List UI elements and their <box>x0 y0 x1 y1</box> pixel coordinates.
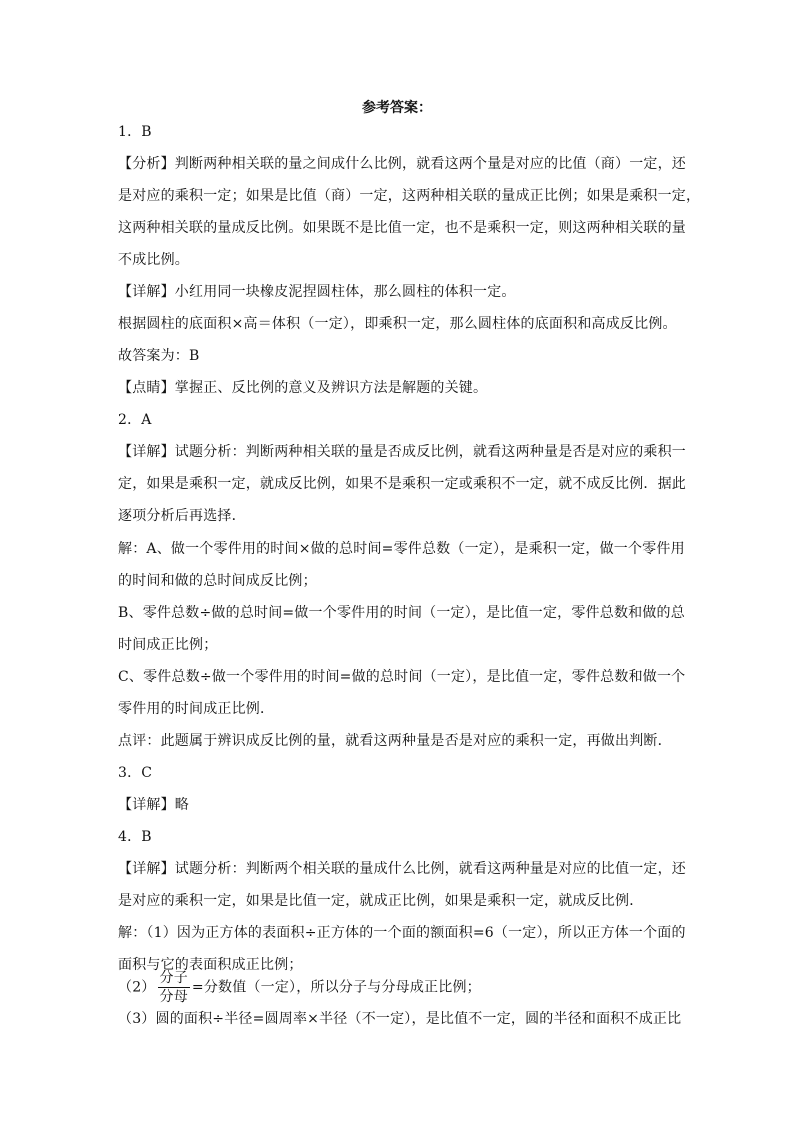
q4-item-2-prefix: （2） <box>118 979 156 996</box>
fraction <box>158 970 190 1005</box>
q4-item-2 <box>118 970 678 1005</box>
q1-analysis-line-3: 这两种相关联的量成反比例。如果既不是比值一定，也不是乘积一定，则这两种相关联的量 <box>118 220 686 236</box>
q1-analysis-line-2: 是对应的乘积一定；如果是比值（商）一定，这两种相关联的量成正比例；如果是乘积一定， <box>118 188 701 204</box>
q3-detail: 【详解】略 <box>118 797 189 813</box>
q2-solution-line-3: B、零件总数÷做的总时间=做一个零件用的时间（一定），是比值一定，零件总数和做的总 <box>118 605 685 621</box>
q1-detail-line-2: 根据圆柱的底面积×高＝体积（一定），即乘积一定，那么圆柱体的底面积和高成反比例。 <box>118 316 677 332</box>
q2-detail-line-1: 【详解】试题分析：判断两种相关联的量是否成反比例，就看这两种量是否是对应的乘积一 <box>118 444 686 460</box>
q1-detail-line-3: 故答案为：B <box>118 348 200 364</box>
q2-answer: 2．A <box>118 412 152 428</box>
fraction-bar <box>158 987 190 988</box>
fraction-numerator: 分子 <box>159 970 188 986</box>
q2-solution-line-5: C、零件总数÷做一个零件用的时间=做的总时间（一定），是比值一定，零件总数和做一个 <box>118 669 686 685</box>
q2-comment: 点评：此题属于辨识成反比例的量，就看这两种量是否是对应的乘积一定，再做出判断． <box>118 733 672 749</box>
q4-detail-line-2: 是对应的乘积一定，如果是比值一定，就成正比例，如果是乘积一定，就成反比例． <box>118 893 644 909</box>
q1-analysis-line-1: 【分析】判断两种相关联的量之间成什么比例，就看这两个量是对应的比值（商）一定，还 <box>118 156 686 172</box>
q4-solution-line-1: 解：（1）因为正方体的表面积÷正方体的一个面的额面积=6（一定），所以正方体一个面的 <box>118 925 686 941</box>
q2-solution-line-4: 时间成正比例； <box>118 637 218 653</box>
q1-comment: 【点睛】掌握正、反比例的意义及辨识方法是解题的关键。 <box>118 380 488 396</box>
q1-analysis-line-4: 不成比例。 <box>118 252 189 268</box>
q4-answer: 4．B <box>118 829 152 845</box>
q2-detail-line-3: 逐项分析后再选择． <box>118 508 246 524</box>
q2-solution-line-2: 的时间和做的总时间成反比例； <box>118 573 317 589</box>
q1-detail-line-1: 【详解】小红用同一块橡皮泥捏圆柱体，那么圆柱的体积一定。 <box>118 284 516 300</box>
q2-solution-line-1: 解：A、做一个零件用的时间×做的总时间=零件总数（一定），是乘积一定，做一个零件用 <box>118 541 685 557</box>
q3-answer: 3．C <box>118 765 153 781</box>
page-title: 参考答案： <box>362 100 432 116</box>
q4-solution-line-2: 面积与它的表面积成正比例； <box>118 957 303 973</box>
q4-item-3: （3）圆的面积÷半径=圆周率×半径（不一定），是比值不一定，圆的半径和面积不成正比 <box>118 1011 682 1027</box>
fraction-denominator: 分母 <box>159 989 188 1005</box>
q2-detail-line-2: 定，如果是乘积一定，就成反比例，如果不是乘积一定或乘积不一定，就不成反比例．据此 <box>118 476 686 492</box>
q1-answer: 1．B <box>118 124 152 140</box>
q4-detail-line-1: 【详解】试题分析：判断两个相关联的量成什么比例，就看这两种量是对应的比值一定，还 <box>118 861 686 877</box>
q2-solution-line-6: 零件用的时间成正比例． <box>118 701 275 717</box>
q4-item-2-text: =分数值（一定），所以分子与分母成正比例； <box>191 979 481 996</box>
